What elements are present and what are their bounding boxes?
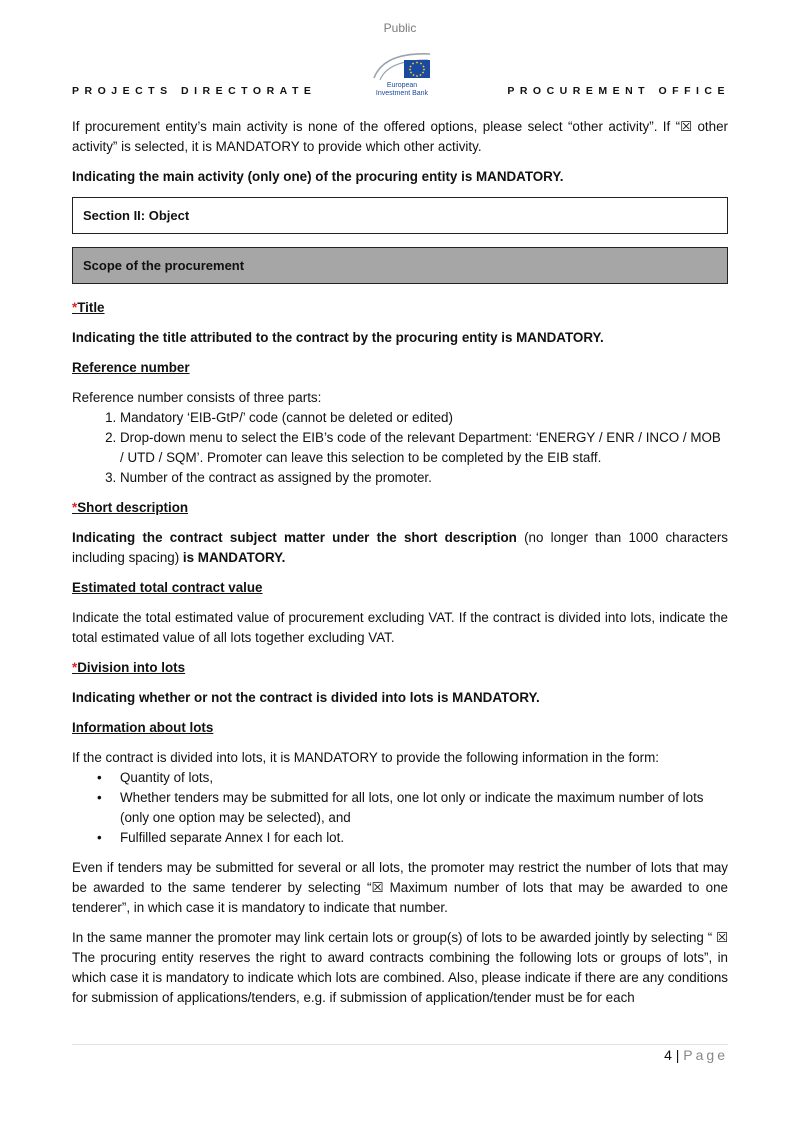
header-right-title: PROCUREMENT OFFICE (507, 85, 730, 97)
paragraph-other-activity: If procurement entity’s main activity is none of the offered options, please select “other activity”. If “☒ other activity” is selected, it is MANDATORY to provide which other activity. (72, 119, 728, 154)
list-item: • Whether tenders may be submitted for all lots, one lot only or indicate the maximum number of lots (only one option may be selected), and (120, 788, 728, 828)
list-item: 3. Number of the contract as assigned by the promoter. (120, 468, 728, 488)
estimated-value-text: Indicate the total estimated value of procurement excluding VAT. If the contract is divided into lots, indicate the total estimated value of all lots together excluding VAT. (72, 610, 728, 645)
estimated-value-heading: Estimated total contract value (72, 580, 263, 595)
page-number: 4 (664, 1047, 672, 1063)
list-item: • Fulfilled separate Annex I for each lot. (120, 828, 728, 848)
division-heading: *Division into lots (72, 660, 186, 675)
reference-list (72, 408, 728, 488)
scope-header: Scope of the procurement (72, 247, 728, 284)
list-item: 1. Mandatory ‘EIB-GtP/’ code (cannot be deleted or edited) (120, 408, 728, 428)
list-item: 2. Drop-down menu to select the EIB’s code of the relevant Department: ‘ENERGY / ENR / INCO / MOB / UTD / SQM’. Promoter can leave this selection to be completed by the EIB staff. (120, 428, 728, 468)
eib-logo-icon (370, 50, 434, 84)
eib-logo (370, 50, 434, 102)
page-label: Page (683, 1047, 728, 1063)
short-description-text: Indicating the contract subject matter under the short description (no longer than 1000 characters including spacing) is MANDATORY. (72, 530, 729, 565)
page-footer: 4 | Page (664, 1047, 728, 1063)
reference-heading: Reference number (72, 360, 190, 375)
header-left-title: PROJECTS DIRECTORATE (72, 85, 317, 97)
paragraph-max-lots: Even if tenders may be submitted for several or all lots, the promoter may restrict the number of lots that may be awarded to the same tenderer by selecting “☒ Maximum number of lots that may be awarded to one tenderer”, in which case it is mandatory to indicate that number. (72, 860, 728, 915)
short-description-heading: *Short description (72, 500, 189, 515)
reference-intro: Reference number consists of three parts: (72, 390, 322, 405)
paragraph-combined-lots: In the same manner the promoter may link certain lots or group(s) of lots to be awarded jointly by selecting “ ☒ The procuring entity reserves the right to award contracts combining the following lots or groups of lots”, in which case it is mandatory to indicate which lots are combined. Also, please indicate if there are any conditions for submission of applications/tenders, e.g. if submission of application/tender must be for each (72, 930, 728, 1005)
required-marker: * (72, 660, 78, 675)
required-marker: * (72, 300, 78, 315)
lots-info-heading: Information about lots (72, 720, 214, 735)
lots-info-intro: If the contract is divided into lots, it is MANDATORY to provide the following information in the form: (72, 750, 659, 765)
paragraph-main-activity: Indicating the main activity (only one) of the procuring entity is MANDATORY. (72, 169, 564, 184)
logo-wordmark: European Investment Bank (375, 82, 429, 97)
classification-label: Public (383, 21, 417, 35)
page-content (72, 117, 728, 1018)
section-ii-header: Section II: Object (72, 197, 728, 234)
division-text: Indicating whether or not the contract is divided into lots is MANDATORY. (72, 690, 540, 705)
required-marker: * (72, 500, 78, 515)
footer-divider (72, 1044, 728, 1045)
title-heading: *Title (72, 300, 105, 315)
lots-info-list (72, 768, 728, 848)
list-item: • Quantity of lots, (120, 768, 728, 788)
title-text: Indicating the title attributed to the contract by the procuring entity is MANDATORY. (72, 330, 604, 345)
